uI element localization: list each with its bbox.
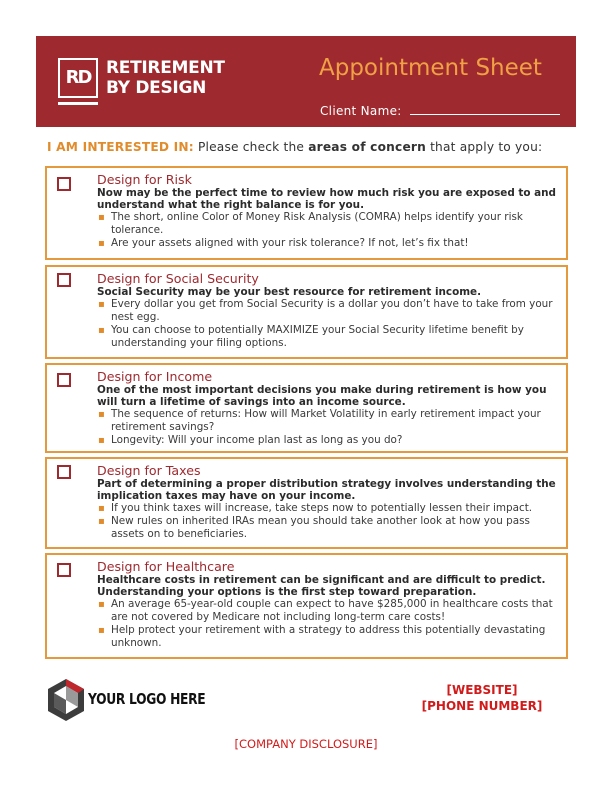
- section-title: Design for Risk: [97, 172, 192, 187]
- section-lead: One of the most important decisions you make during retirement is how you will turn a lifetime of savings into an income source.: [97, 384, 547, 408]
- list-item: [97, 237, 560, 250]
- section-lead: Now may be the perfect time to review how much risk you are exposed to and understand what the right balance is for you.: [97, 187, 556, 211]
- section-income-content: [97, 369, 560, 447]
- intro-text-bold: areas of concern: [308, 140, 426, 154]
- intro-lead: I AM INTERESTED IN:: [47, 140, 194, 154]
- section-title: Design for Income: [97, 369, 213, 384]
- section-risk: [45, 166, 568, 260]
- brand-mark-icon: RD: [58, 58, 98, 98]
- bullet-text: If you think taxes will increase, take steps now to potentially lessen their impact.: [111, 502, 533, 514]
- website-placeholder: [WEBSITE]: [446, 683, 518, 697]
- header-banner: [36, 36, 576, 127]
- contact-block: [420, 682, 544, 714]
- section-taxes: [45, 457, 568, 549]
- section-income: [45, 363, 568, 453]
- list-item: [97, 298, 560, 324]
- bullet-text: New rules on inherited IRAs mean you should take another look at how you pass assets on to beneficiaries.: [111, 515, 530, 540]
- brand-line-1: RETIREMENT: [106, 58, 225, 78]
- bullet-text: Are your assets aligned with your risk tolerance? If not, let’s fix that!: [111, 237, 469, 249]
- bullet-icon: ▪: [98, 435, 105, 446]
- bullet-text: The short, online Color of Money Risk Analysis (COMRA) helps identify your risk tolerance.: [111, 211, 523, 236]
- section-social-security: [45, 265, 568, 359]
- list-item: [97, 624, 560, 650]
- bullet-text: You can choose to potentially MAXIMIZE your Social Security lifetime benefit by understanding your filing options.: [111, 324, 524, 349]
- section-lead: Healthcare costs in retirement can be significant and are difficult to predict. Understanding your options is the first step toward preparation.: [97, 574, 546, 598]
- list-item: [97, 434, 560, 447]
- bullet-icon: ▪: [98, 238, 105, 249]
- checkbox-risk[interactable]: [57, 177, 71, 191]
- brand-line-2: BY DESIGN: [106, 78, 207, 98]
- bullet-icon: ▪: [98, 212, 105, 223]
- section-lead: Part of determining a proper distribution strategy involves understanding the implication taxes may have on your income.: [97, 478, 556, 502]
- bullet-text: An average 65-year-old couple can expect to have $285,000 in healthcare costs that are not covered by Medicare not including long-term care costs!: [111, 598, 553, 623]
- intro-line: [47, 140, 542, 154]
- company-disclosure: [COMPANY DISCLOSURE]: [234, 737, 378, 751]
- bullet-icon: ▪: [98, 299, 105, 310]
- section-bullets: [97, 298, 560, 350]
- brand-underline: [58, 102, 98, 105]
- intro-text-a: Please check the: [197, 140, 305, 154]
- phone-placeholder: [PHONE NUMBER]: [421, 699, 543, 713]
- client-name-label: Client Name:: [320, 104, 402, 118]
- checkbox-income[interactable]: [57, 373, 71, 387]
- section-title: Design for Social Security: [97, 271, 259, 286]
- list-item: [97, 502, 560, 515]
- section-healthcare-content: [97, 559, 560, 650]
- list-item: [97, 408, 560, 434]
- section-bullets: [97, 598, 560, 650]
- section-bullets: [97, 408, 560, 447]
- logo-text: YOUR LOGO HERE: [88, 690, 206, 708]
- page-title: Appointment Sheet: [319, 55, 542, 81]
- checkbox-social-security[interactable]: [57, 273, 71, 287]
- company-logo: [44, 676, 204, 724]
- section-taxes-content: [97, 463, 560, 541]
- intro-text-b: that apply to you:: [430, 140, 543, 154]
- bullet-icon: ▪: [98, 625, 105, 636]
- section-bullets: [97, 502, 560, 541]
- brand-name: [106, 58, 225, 98]
- bullet-icon: ▪: [98, 325, 105, 336]
- bullet-text: Help protect your retirement with a strategy to address this potentially devastating unknown.: [111, 624, 546, 649]
- bullet-text: Every dollar you get from Social Security is a dollar you don’t have to take from your nest egg.: [111, 298, 553, 323]
- bullet-icon: ▪: [98, 516, 105, 527]
- bullet-icon: ▪: [98, 503, 105, 514]
- client-name-field[interactable]: [410, 104, 560, 115]
- checkbox-taxes[interactable]: [57, 465, 71, 479]
- section-lead: Social Security may be your best resource for retirement income.: [97, 286, 482, 298]
- section-social-security-content: [97, 271, 560, 350]
- section-title: Design for Healthcare: [97, 559, 235, 574]
- checkbox-healthcare[interactable]: [57, 563, 71, 577]
- section-risk-content: [97, 172, 560, 250]
- list-item: [97, 598, 560, 624]
- list-item: [97, 515, 560, 541]
- bullet-icon: ▪: [98, 409, 105, 420]
- section-title: Design for Taxes: [97, 463, 201, 478]
- list-item: [97, 211, 560, 237]
- client-name-row: [320, 104, 560, 118]
- section-healthcare: [45, 553, 568, 659]
- bullet-text: Longevity: Will your income plan last as long as you do?: [111, 434, 403, 446]
- bullet-icon: ▪: [98, 599, 105, 610]
- logo-hexagon-icon: [44, 676, 88, 724]
- bullet-text: The sequence of returns: How will Market Volatility in early retirement impact your retirement savings?: [111, 408, 541, 433]
- list-item: [97, 324, 560, 350]
- section-bullets: [97, 211, 560, 250]
